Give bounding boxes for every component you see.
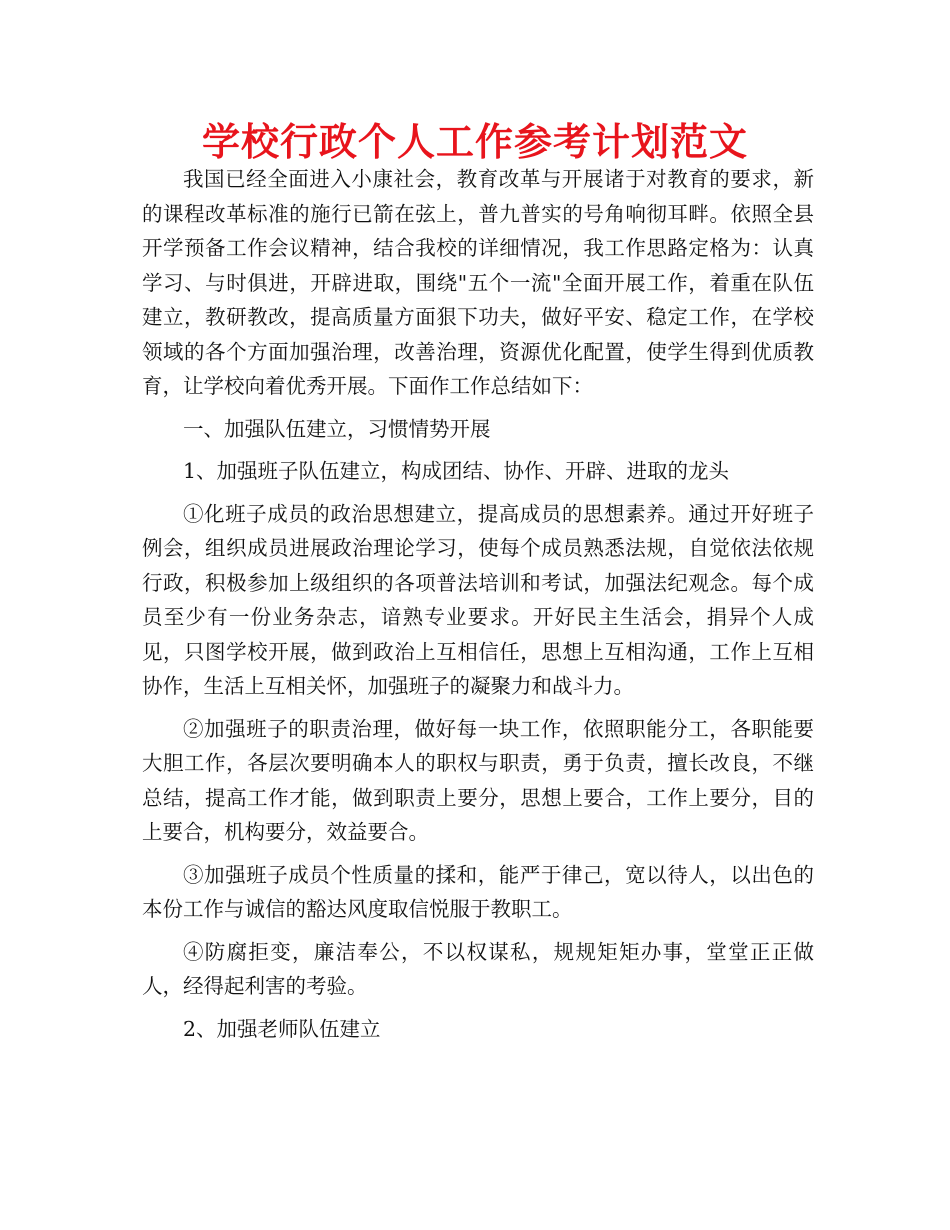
document-body xyxy=(142,162,814,1046)
paragraph-item-4: ④防腐拒变，廉洁奉公，不以权谋私，规规矩矩办事，堂堂正正做人，经得起利害的考验。 xyxy=(142,939,814,998)
subsection-heading-2: 2、加强老师队伍建立 xyxy=(183,1016,381,1041)
subsection-heading-1: 1、加强班子队伍建立，构成团结、协作、开辟、进取的龙头 xyxy=(183,459,730,483)
paragraph-item-1: ①化班子成员的政治思想建立，提高成员的思想素养。通过开好班子例会，组织成员进展政治理论学习，使每个成员熟悉法规，自觉依法依规行政，积极参加上级组织的各项普法培训和考试，加强法纪观念。每个成员至少有一份业务杂志，谙熟专业要求。开好民主生活会，捐异个人成见，只图学校开展，做到政治上互相信任，思想上互相沟通，工作上互相协作，生活上互相关怀，加强班子的凝聚力和战斗力。 xyxy=(142,501,814,698)
paragraph-item-3: ③加强班子成员个性质量的揉和，能严于律己，宽以待人，以出色的本份工作与诚信的豁达风度取信悦服于教职工。 xyxy=(142,862,814,921)
section-heading-1: 一、加强队伍建立，习惯情势开展 xyxy=(183,416,491,441)
document-title: 学校行政个人工作参考计划范文 xyxy=(201,120,748,164)
paragraph-item-2: ②加强班子的职责治理，做好每一块工作，依照职能分工，各职能要大胆工作，各层次要明确本人的职权与职责，勇于负责，擅长改良，不继总结，提高工作才能，做到职责上要分，思想上要合，工作上要分，目的上要合，机构要分，效益要合。 xyxy=(142,716,814,844)
paragraph-intro: 我国已经全面进入小康社会，教育改革与开展诸于对教育的要求，新的课程改革标准的施行已箭在弦上，普九普实的号角响彻耳畔。依照全县开学预备工作会议精神，结合我校的详细情况，我工作思路定格为：认真学习、与时俱进，开辟进取，围绕"五个一流"全面开展工作，着重在队伍建立，教研教改，提高质量方面狠下功夫，做好平安、稳定工作，在学校领域的各个方面加强治理，改善治理，资源优化配置，使学生得到优质教育，让学校向着优秀开展。下面作工作总结如下： xyxy=(142,167,814,398)
